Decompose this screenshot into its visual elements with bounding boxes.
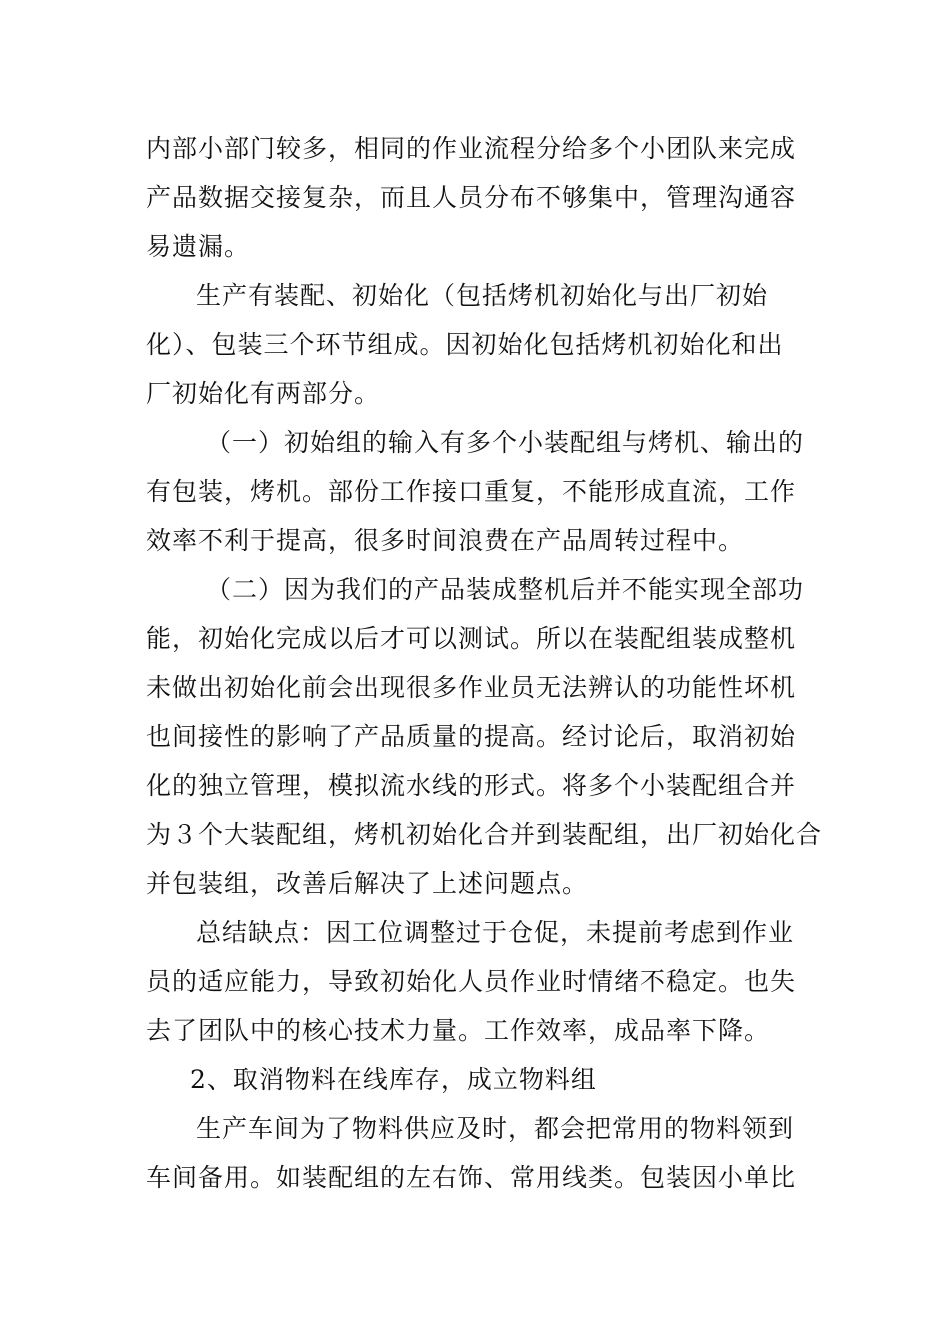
text-line: 也间接性的影响了产品质量的提高。经讨论后，取消初始	[146, 722, 797, 751]
text-line: 去了团队中的核心技术力量。工作效率，成品率下降。	[146, 1016, 771, 1045]
text-line: 有包装，烤机。部份工作接口重复，不能形成直流，工作	[146, 477, 797, 506]
text-line: 能，初始化完成以后才可以测试。所以在装配组装成整机	[146, 624, 797, 653]
paragraph-start-line: （一）初始组的输入有多个小装配组与烤机、输出的	[206, 428, 805, 457]
paragraph-start-line: 生产有装配、初始化（包括烤机初始化与出厂初始	[196, 281, 769, 310]
text-line: 为３个大装配组，烤机初始化合并到装配组，出厂初始化合	[146, 820, 823, 849]
text-line: 未做出初始化前会出现很多作业员无法辨认的功能性坏机	[146, 673, 797, 702]
paragraph-start-line: 生产车间为了物料供应及时，都会把常用的物料领到	[196, 1114, 795, 1143]
text-line: 化的独立管理，模拟流水线的形式。将多个小装配组合并	[146, 771, 797, 800]
text-line: 产品数据交接复杂，而且人员分布不够集中，管理沟通容	[146, 183, 797, 212]
text-line: 易遗漏。	[146, 232, 251, 261]
text-line: 厂初始化有两部分。	[146, 379, 381, 408]
text-line: 化）、包装三个环节组成。因初始化包括烤机初始化和出	[146, 330, 784, 359]
text-line: 并包装组，改善后解决了上述问题点。	[146, 869, 589, 898]
section-heading: 2、取消物料在线库存，成立物料组	[190, 1065, 597, 1094]
text-line: 效率不利于提高，很多时间浪费在产品周转过程中。	[146, 526, 745, 555]
text-line: 内部小部门较多，相同的作业流程分给多个小团队来完成	[146, 134, 797, 163]
text-line: 车间备用。如装配组的左右饰、常用线类。包装因小单比	[146, 1163, 797, 1192]
text-line: 员的适应能力，导致初始化人员作业时情绪不稳定。也失	[146, 967, 797, 996]
paragraph-start-line: （二）因为我们的产品装成整机后并不能实现全部功	[206, 575, 805, 604]
paragraph-start-line: 总结缺点：因工位调整过于仓促，未提前考虑到作业	[196, 918, 795, 947]
document-body	[146, 124, 823, 1202]
